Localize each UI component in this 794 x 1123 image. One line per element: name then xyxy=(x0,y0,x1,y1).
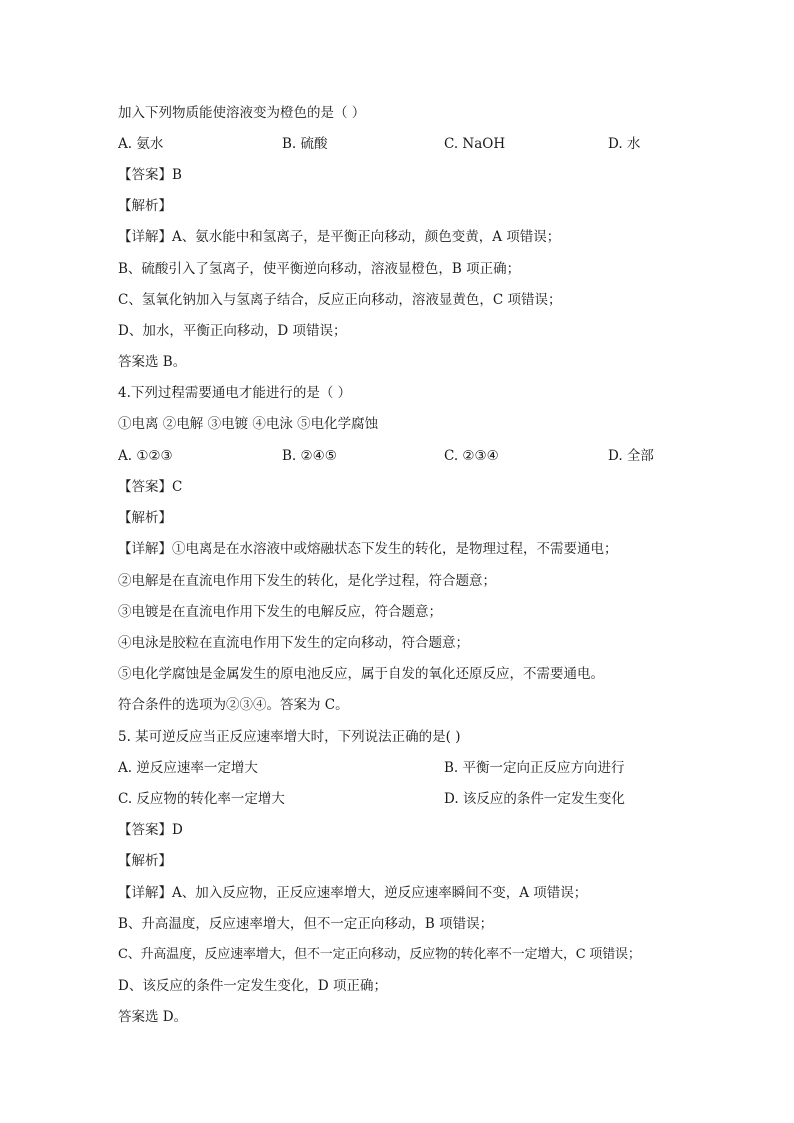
q4-option-c: C. ②③④ xyxy=(444,448,499,464)
q5-option-c: C. 反应物的转化率一定增大 xyxy=(118,791,285,807)
q5-option-d: D. 该反应的条件一定发生变化 xyxy=(444,791,625,807)
q3-option-d: D. 水 xyxy=(608,136,641,152)
q3-stem: 加入下列物质能使溶液变为橙色的是（ ） xyxy=(118,105,366,121)
q5-detail-4: D、该反应的条件一定发生变化，D 项正确； xyxy=(118,978,387,994)
q3-conclusion: 答案选 B。 xyxy=(118,354,187,370)
q3-answer: 【答案】B xyxy=(118,167,182,183)
q4-stem: 4.下列过程需要通电才能进行的是（ ） xyxy=(118,385,352,401)
q5-option-b: B. 平衡一定向正反应方向进行 xyxy=(444,760,625,776)
q5-stem: 5. 某可逆反应当正反应速率增大时，下列说法正确的是( ) xyxy=(118,729,461,745)
q4-answer: 【答案】C xyxy=(118,479,183,495)
q5-detail-1: 【详解】A、加入反应物，正反应速率增大，逆反应速率瞬间不变，A 项错误； xyxy=(118,885,588,901)
q4-items: ①电离 ②电解 ③电镀 ④电泳 ⑤电化学腐蚀 xyxy=(118,416,379,432)
q3-detail-2: B、硫酸引入了氢离子，使平衡逆向移动，溶液显橙色，B 项正确； xyxy=(118,261,521,277)
q5-detail-2: B、升高温度，反应速率增大，但不一定正向移动，B 项错误； xyxy=(118,916,494,932)
q3-analysis-label: 【解析】 xyxy=(118,198,172,214)
q5-option-a: A. 逆反应速率一定增大 xyxy=(118,760,258,776)
q3-detail-1: 【详解】A、氨水能中和氢离子，是平衡正向移动，颜色变黄，A 项错误； xyxy=(118,229,561,245)
q3-detail-4: D、加水，平衡正向移动，D 项错误； xyxy=(118,323,347,339)
q4-detail-4: ④电泳是胶粒在直流电作用下发生的定向移动，符合题意； xyxy=(118,635,469,651)
q4-analysis-label: 【解析】 xyxy=(118,510,172,526)
q4-detail-5: ⑤电化学腐蚀是金属发生的原电池反应，属于自发的氧化还原反应，不需要通电。 xyxy=(118,666,604,682)
q4-conclusion: 符合条件的选项为②③④。答案为 C。 xyxy=(118,697,349,713)
q3-option-c: C. NaOH xyxy=(444,136,506,152)
q3-detail-3: C、氢氧化钠加入与氢离子结合，反应正向移动，溶液显黄色，C 项错误； xyxy=(118,292,562,308)
q4-option-b: B. ②④⑤ xyxy=(282,448,337,464)
q3-option-b: B. 硫酸 xyxy=(282,136,328,152)
q5-conclusion: 答案选 D。 xyxy=(118,1009,188,1025)
q4-detail-3: ③电镀是在直流电作用下发生的电解反应，符合题意； xyxy=(118,604,442,620)
q5-answer: 【答案】D xyxy=(118,822,183,838)
q3-option-a: A. 氨水 xyxy=(118,136,164,152)
q5-detail-3: C、升高温度，反应速率增大，但不一定正向移动，反应物的转化率不一定增大，C 项错误； xyxy=(118,947,641,962)
q5-analysis-label: 【解析】 xyxy=(118,853,172,869)
q4-option-d: D. 全部 xyxy=(608,448,654,464)
q4-detail-2: ②电解是在直流电作用下发生的转化，是化学过程，符合题意； xyxy=(118,573,496,589)
q4-detail-1: 【详解】①电离是在水溶液中或熔融状态下发生的转化，是物理过程，不需要通电； xyxy=(118,541,618,557)
q4-option-a: A. ①②③ xyxy=(118,448,173,464)
